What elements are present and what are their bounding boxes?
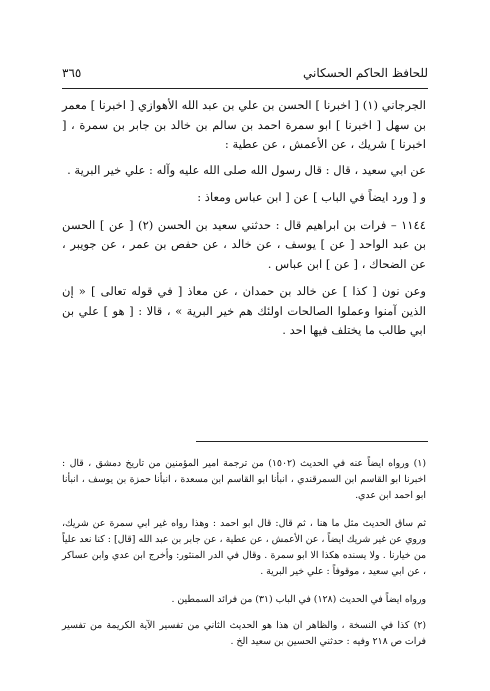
page-number: ٣٦٥ — [62, 66, 82, 80]
paragraph-hadith: عن ابي سعيد ، قال : قال رسول الله صلى الله عليه وآله : علي خير البرية . — [67, 162, 426, 177]
paragraph-muadh: وعن نون [ كذا ] عن خالد بن حمدان ، عن معاذ [ في قوله تعالى ] « إن الذين آمنوا وعملوا الصالحات اولئك هم خير البرية » ، قالا : [ هو ] علي بن ابي طالب ما يختلف فيها احد . — [62, 284, 426, 337]
footnotes — [62, 456, 426, 662]
paragraph-bab-note: و [ ورد ايضاً في الباب ] عن [ ابن عباس ومعاذ : — [197, 190, 426, 204]
page-header — [62, 66, 428, 88]
running-title: للحافظ الحاكم الحسكاني — [303, 66, 428, 80]
footnote-1-continued: ثم ساق الحديث مثل ما هنا ، ثم قال: قال ابو احمد : وهذا رواه غير ابي سمرة عن شريك، وروي عن غير شريك ايضاً ، عن الأعمش ، عن عطية ، عن جابر بن عبد الله [قال] : كنا نعد علياً من خيارنا . ولا يسنده هكذا الا ابو سمرة . وقال في الدر المنثور: وأخرج ابن عدي وابن عساكر ، عن ابي سعيد ، موقوفاً : علي خير البرية . — [62, 518, 426, 577]
main-text — [62, 96, 426, 349]
footnote-1: (١) ورواه ايضاً عنه في الحديث (١٥٠٢) من ترجمة امير المؤمنين من تاريخ دمشق ، قال : اخبرنا ابو القاسم ابن السمرقندي ، انبأنا ابو القاسم ابن مسعدة ، انبأنا حمزة بن يوسف ، انبأنا ابو احمد ابن عدي. — [62, 458, 426, 501]
footnote-1-fara'id: ورواه ايضاً في الحديث (١٢٨) في الباب (٣١) من فرائد السمطين . — [171, 594, 426, 605]
header-rule — [62, 88, 428, 89]
paragraph-hadith-1144: ١١٤٤ – فرات بن ابراهيم قال : حدثني سعيد بن الحسن (٢) [ عن ] الحسن بن عبد الواحد [ عن ] يوسف ، عن خالد ، عن حفص بن عمر ، عن جويبر ، عن الضحاك ، [ عن ] ابن عباس . — [62, 217, 426, 271]
footnote-rule — [196, 441, 428, 442]
paragraph-isnad: الجرجاني (١) [ اخبرنا ] الحسن بن علي بن عبد الله الأهوازي [ اخبرنا ] معمر بن سهل [ اخبرنا ] ابو سمرة احمد بن سالم بن خالد بن جابر بن سمرة ، [ اخبرنا ] شريك ، عن الأعمش ، عن عطية : — [62, 98, 426, 151]
footnote-2: (٢) كذا في النسخة ، والظاهر ان هذا هو الحديث الثاني من تفسير الآية الكريمة من تفسير فرات ص ٢١٨ وفيه : حدثني الحسين بن سعيد الخ . — [62, 620, 426, 647]
